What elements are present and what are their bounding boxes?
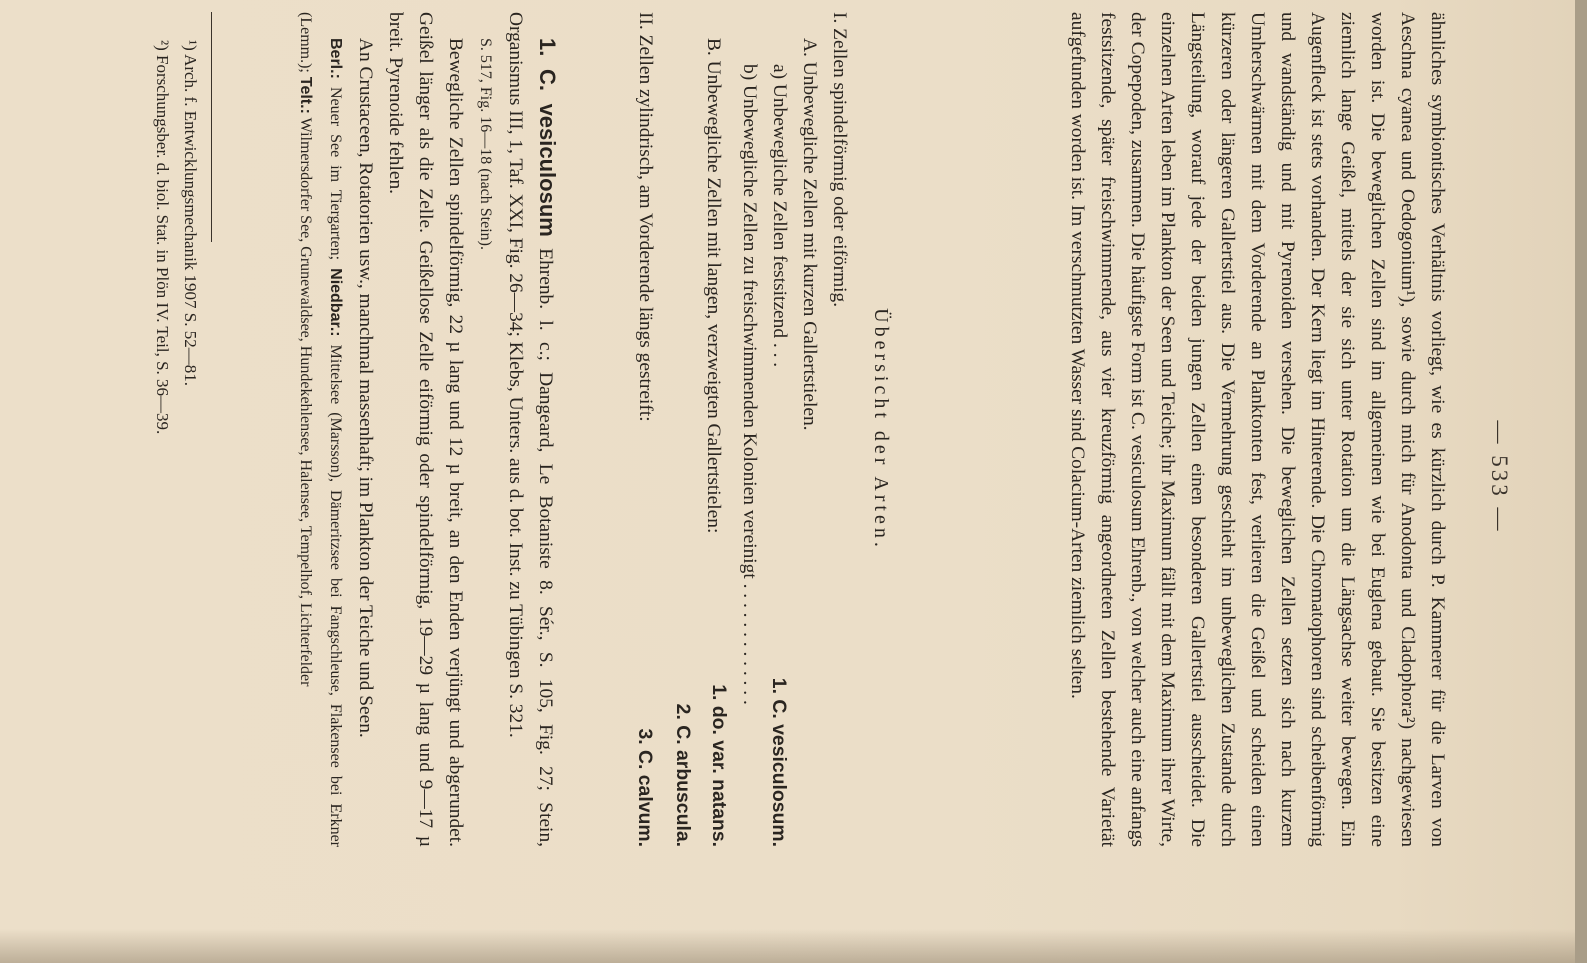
rotated-page-content [42,12,1522,942]
species-hosts: An Crustaceen, Rotatorien usw., manchmal massenhaft; im Plankton der Teiche und Seen. [355,38,376,738]
key-title: Übersicht der Arten. [870,308,892,551]
key-B-text: B. Unbewegliche Zellen mit langen, verzweigten Gallertstielen: [703,38,724,534]
intro-paragraph [1062,12,1452,847]
key-II-result: 3. C. calvum. [634,728,656,847]
species-key [630,12,854,847]
locality-telt-label: Telt.: [297,76,314,114]
key-line-II [630,12,660,847]
key-line-A: A. Unbewegliche Zellen mit kurzen Gallertstielen. [799,38,820,431]
page-number-header: — 533 — [1487,420,1512,534]
key-B-result: 2. C. arbuscula. [672,703,694,847]
footnote-rule [211,12,212,242]
key-b-text: b) Unbewegliche Zellen zu freischwimmenden Kolonien vereinigt . . . . . . . . . . . . . [739,64,760,705]
footnotes [148,40,204,847]
key-a-result: 1. C. vesiculosum. [768,677,790,847]
locality-berl: Neuer See im Tiergarten; [327,86,344,261]
species-citation: Ehrenb. l. c.; Dangeard, Le Botaniste 8. Sér., S. 105, Fig. 27; Stein, Organismus III, 1, Taf. XXI, Fig. 26—34; Klebs, Unters. aus d. bot. Inst. zu Tübingen S. 321. [505,12,556,847]
species-description: Bewegliche Zellen spindelförmig, 22 µ lang und 12 µ breit, an den Enden verjüngt und abgerundet. Geißel länger als die Zelle. Geißellose Zelle eiförmig oder spindelförmig, 19—29 µ lang und 9—17 µ breit. Pyrenoide fehlen. [385,12,466,847]
intro-text: ähnliches symbiontisches Verhältnis vorliegt, wie es kürzlich durch P. Kammerer für die Larven von Aeschna cyanea und Oedogonium¹), sowie durch mich für Anodonta und Cladophora²) nachgewiesen worden ist. Die beweglichen Zellen sind im allgemeinen wie bei Euglena gebaut. Sie besitzen eine ziemlich lange Geißel, mittels der sie sich unter Rotation um die Längsachse weiter bewegen. Ein Augenfleck ist stets vorhanden. Der Kern liegt im Hinterende. Die Chromatophoren sind scheibenförmig und wandständig und mit Pyrenoiden versehen. Die beweglichen Zellen setzen sich nach kurzem Umherschwärmen mit dem Vorderende an Planktonten fest, verlieren die Geißel und scheiden einen kürzeren oder längeren Gallertstiel aus. Die Vermehrung geschieht im unbeweglichen Zustande durch Längsteilung, worauf jede der beiden jungen Zellen einen besonderen Gallertstiel ausscheidet. Die einzelnen Arten leben im Plankton der Seen und Teiche; ihr Maximum fällt mit dem Maximum ihrer Wirte, der Copepoden, zusammen. Die häufigste Form ist C. vesiculosum Ehrenb., von welcher auch eine anfangs festsitzende, später freischwimmende, aus vier kreuzförmig angeordneten Zellen bestehende Varietät aufgefunden worden ist. Im verschmutzten Wasser sind Colacium-Arten ziemlich selten. [1067,12,1448,847]
key-II-text: II. Zellen zylindrisch, am Vorderende längs gestreift: [635,12,656,422]
key-line-B [698,12,728,684]
key-line-I: I. Zellen spindelförmig oder eiförmig. [829,12,850,308]
species-entry [290,12,562,847]
key-line-B-result [668,12,698,847]
locality-telt: Wilmersdorfer See, Grunewaldsee, Hundekehlensee, Halensee, Tempelhof, Lichterfelder [297,117,314,687]
key-b-result: 1. do. var. natans. [708,684,730,847]
species-figure-note: S. 517, Fig. 16—18 (nach Stein). [477,38,494,250]
footnote-1: ¹) Arch. f. Entwicklungsmechanik 1907 S. 52—81. [181,40,200,386]
key-a-text: a) Unbewegliche Zellen festsitzend . . . [769,64,790,368]
locality-niedbar: Mittelsee (Marsson), Dämeritzsee bei Fangschleuse, Flakensee bei Erkner (Lemm.); [297,12,344,848]
locality-niedbar-label: Niedbar.: [327,268,344,337]
footnote-2: ²) Forschungsber. d. biol. Stat. in Plön IV. Teil, S. 36—39. [153,40,172,435]
species-heading [500,12,562,847]
species-name: 1. C. vesiculosum [535,38,560,237]
key-line-a [764,12,794,847]
species-localities [290,12,350,847]
locality-berl-label: Berl.: [327,38,344,79]
